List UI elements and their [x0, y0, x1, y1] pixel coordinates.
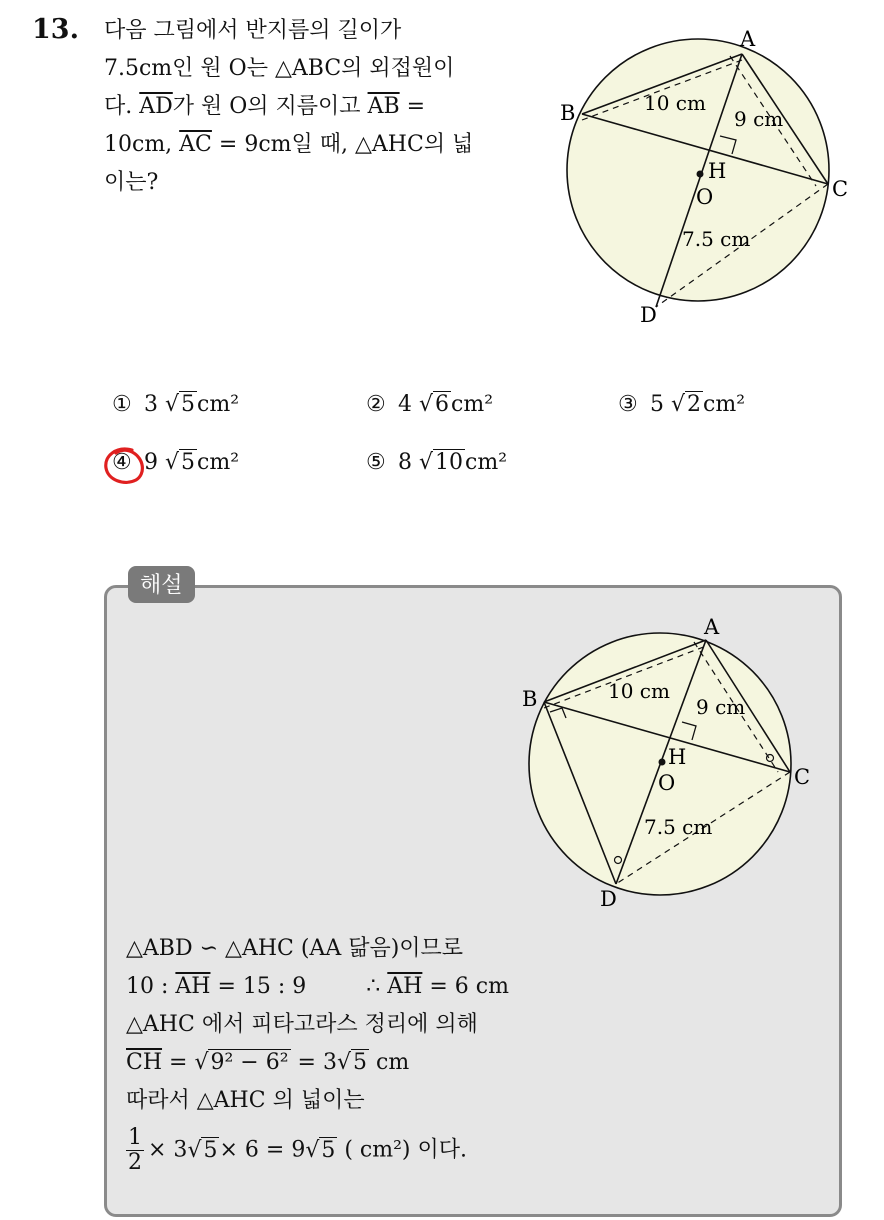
choice-4-radicand: 5 — [181, 450, 196, 475]
q3-a: 다. — [104, 94, 140, 119]
s4-radicand: 9² − 6² — [210, 1050, 289, 1075]
question-text — [104, 12, 534, 202]
fraction-half — [126, 1126, 144, 1175]
question-line-1: 다음 그림에서 반지름의 길이가 — [104, 18, 402, 43]
segment-ch: $\overline{CH}$ — [126, 1050, 163, 1075]
label-c: C — [832, 177, 849, 201]
frac-num: 1 — [128, 1125, 142, 1150]
choice-3-sqrt: √2 — [671, 392, 702, 417]
choice-2-number: ② — [366, 392, 386, 417]
label-d: D — [640, 303, 657, 327]
solution-line-3: △AHC 에서 피타고라스 정리에 의해 — [126, 1012, 478, 1037]
segment-ab: $\overline{AB}$ — [367, 94, 400, 119]
label-c-2: C — [794, 765, 811, 789]
solution-text — [126, 930, 509, 1175]
choice-1-radicand: 5 — [181, 392, 196, 417]
frac-den: 2 — [128, 1150, 142, 1175]
choice-3-number: ③ — [618, 392, 638, 417]
s4-b: = 3 — [290, 1050, 337, 1075]
s6-radicand: 5 — [203, 1137, 218, 1163]
s6-b: × 6 = 9 — [219, 1137, 306, 1163]
choice-5-unit: cm² — [465, 450, 508, 475]
label-b-2: B — [522, 687, 538, 711]
choice-3-coef: 5 — [650, 392, 664, 417]
choice-4-unit: cm² — [197, 450, 240, 475]
choice-3-unit: cm² — [703, 392, 746, 417]
label-ac-length: 9 cm — [734, 107, 784, 131]
label-radius: 7.5 cm — [682, 227, 751, 251]
center-point-o — [697, 171, 704, 178]
solution-tag: 해설 — [128, 566, 195, 603]
label-o-2: O — [658, 771, 676, 795]
choice-5-sqrt: √10 — [419, 450, 464, 475]
segment-ah-2: $\overline{AH}$ — [387, 974, 423, 999]
solution-line-2 — [126, 968, 509, 1006]
choice-4-sqrt: √5 — [165, 450, 196, 475]
segment-ah: $\overline{AH}$ — [175, 974, 211, 999]
question-line-3 — [104, 88, 534, 126]
answer-circle-mark — [102, 444, 148, 488]
circumcircle — [567, 39, 829, 301]
choice-1[interactable] — [112, 392, 239, 417]
q4-a: 10cm, — [104, 132, 180, 157]
s2-c: ∴ — [366, 974, 388, 999]
choice-2-unit: cm² — [451, 392, 494, 417]
s6-c: ( cm²) 이다. — [337, 1137, 467, 1163]
sqrt-5-a: √5 — [187, 1137, 218, 1163]
sqrt-9-6: √9² − 6² — [194, 1050, 289, 1075]
segment-ad: $\overline{AD}$ — [139, 94, 173, 119]
choice-2-sqrt: √6 — [419, 392, 450, 417]
s2-d: = 6 cm — [422, 974, 509, 999]
choice-2-radicand: 6 — [435, 392, 450, 417]
label-ab-length-2: 10 cm — [608, 679, 670, 703]
choice-5-number: ⑤ — [366, 450, 386, 475]
label-ac-length-2: 9 cm — [696, 695, 746, 719]
center-point-o-2 — [659, 759, 666, 766]
choice-1-unit: cm² — [197, 392, 240, 417]
q3-b: 가 원 O의 지름이고 — [172, 94, 368, 119]
choice-2[interactable] — [366, 392, 493, 417]
label-o: O — [696, 185, 714, 209]
s4-radicand-2: 5 — [353, 1050, 367, 1075]
choice-2-coef: 4 — [398, 392, 412, 417]
choice-3-radicand: 2 — [687, 392, 702, 417]
choice-5-radicand: 10 — [435, 450, 464, 475]
solution-line-5: 따라서 △AHC 의 넓이는 — [126, 1088, 365, 1113]
choice-1-coef: 3 — [144, 392, 158, 417]
choice-1-sqrt: √5 — [165, 392, 196, 417]
choice-5[interactable] — [366, 450, 507, 475]
choice-3[interactable] — [618, 392, 745, 417]
question-number: 13. — [32, 14, 79, 45]
label-a: A — [740, 27, 756, 51]
sqrt-5-b: √5 — [305, 1137, 336, 1163]
q3-c: = — [399, 94, 426, 119]
solution-line-4 — [126, 1044, 509, 1082]
s6-a: × 3 — [148, 1137, 188, 1163]
solution-line-6 — [126, 1126, 509, 1175]
label-b: B — [560, 101, 576, 125]
s4-a: = — [162, 1050, 195, 1075]
q4-b: = 9cm일 때, △AHC의 넓 — [211, 132, 474, 157]
question-line-5: 이는? — [104, 170, 159, 195]
label-h-2: H — [668, 745, 687, 769]
s2-a: 10 : — [126, 974, 176, 999]
question-line-2: 7.5cm인 원 O는 △ABC의 외접원이 — [104, 56, 455, 81]
choice-5-coef: 8 — [398, 450, 412, 475]
circle-figure-1 — [558, 22, 858, 332]
choice-4-number: ④ — [112, 450, 132, 475]
label-a-2: A — [704, 615, 720, 639]
s2-b: = 15 : 9 — [210, 974, 307, 999]
label-h: H — [708, 159, 727, 183]
segment-ac: $\overline{AC}$ — [179, 132, 212, 157]
choice-4-coef: 9 — [144, 450, 158, 475]
label-radius-2: 7.5 cm — [644, 815, 713, 839]
s6-radicand-2: 5 — [321, 1137, 336, 1163]
s4-c: cm — [369, 1050, 410, 1075]
circle-figure-2 — [512, 612, 822, 912]
sqrt-5: √5 — [336, 1050, 367, 1075]
choice-1-number: ① — [112, 392, 132, 417]
solution-line-1: △ABD ∽ △AHC (AA 닮음)이므로 — [126, 936, 464, 961]
question-line-4 — [104, 126, 534, 164]
label-d-2: D — [600, 887, 617, 911]
label-ab-length: 10 cm — [644, 91, 706, 115]
